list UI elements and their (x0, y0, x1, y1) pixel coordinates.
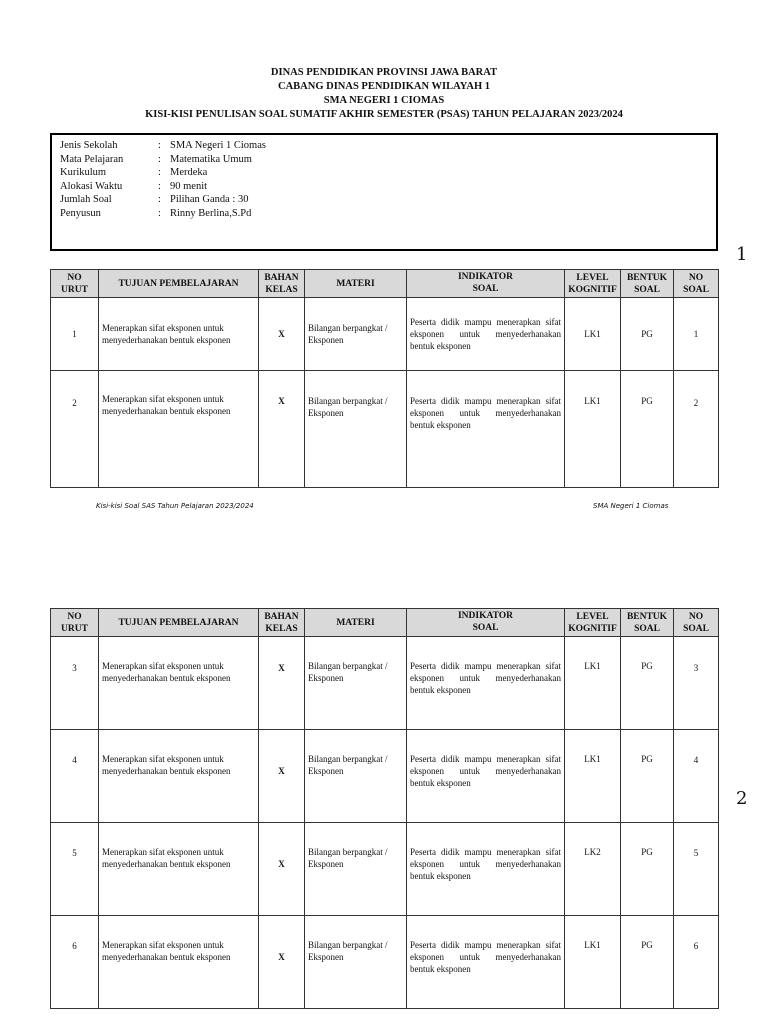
table-row (51, 637, 719, 730)
info-value: Matematika Umum (170, 153, 252, 165)
cell-no-soal: 6 (674, 916, 719, 1009)
footer-left: Kisi-kisi Soal SAS Tahun Pelajaran 2023/2024 (96, 502, 254, 510)
cell-level: LK1 (565, 637, 621, 730)
info-row (60, 207, 708, 221)
cell-bahan-kelas: X (259, 371, 305, 488)
cell-tujuan: Menerapkan sifat eksponen untuk menyederhanakan bentuk eksponen (99, 730, 259, 823)
info-value: 90 menit (170, 180, 208, 192)
table-row (51, 823, 719, 916)
col-header-no-urut: NO URUT (51, 270, 99, 298)
cell-tujuan: Menerapkan sifat eksponen untuk menyederhanakan bentuk eksponen (99, 823, 259, 916)
cell-no-soal: 4 (674, 730, 719, 823)
cell-no-soal: 5 (674, 823, 719, 916)
col-header-tujuan: TUJUAN PEMBELAJARAN (99, 609, 259, 637)
cell-indikator: Peserta didik mampu menerapkan sifat eksponen untuk menyederhanakan bentuk eksponen (407, 298, 565, 371)
footer-right: SMA Negeri 1 Ciomas (593, 502, 669, 510)
cell-bentuk: PG (621, 371, 674, 488)
cell-bahan-kelas: X (259, 823, 305, 916)
cell-bentuk: PG (621, 916, 674, 1009)
col-header-level: LEVEL KOGNITIF (565, 270, 621, 298)
info-separator: : (158, 194, 161, 205)
col-header-no-soal: NO SOAL (674, 609, 719, 637)
cell-bentuk: PG (621, 730, 674, 823)
info-separator: : (158, 207, 161, 219)
cell-no-urut: 1 (51, 298, 99, 371)
cell-no-urut: 6 (51, 916, 99, 1009)
info-box (50, 133, 718, 251)
page-number: 2 (736, 788, 748, 809)
col-header-no-soal: NO SOAL (674, 270, 719, 298)
col-header-indikator: INDIKATOR SOAL (407, 609, 565, 637)
info-separator: : (158, 140, 161, 151)
info-value: Merdeka (170, 167, 208, 178)
cell-materi: Bilangan berpangkat / Eksponen (305, 637, 407, 730)
col-header-tujuan: TUJUAN PEMBELAJARAN (99, 270, 259, 298)
cell-indikator: Peserta didik mampu menerapkan sifat eksponen untuk menyederhanakan bentuk eksponen (407, 823, 565, 916)
info-row (60, 166, 708, 180)
cell-indikator: Peserta didik mampu menerapkan sifat eksponen untuk menyederhanakan bentuk eksponen (407, 916, 565, 1009)
cell-bahan-kelas: X (259, 916, 305, 1009)
cell-materi: Bilangan berpangkat / Eksponen (305, 298, 407, 371)
info-label: Jenis Sekolah (60, 140, 118, 151)
cell-indikator: Peserta didik mampu menerapkan sifat eksponen untuk menyederhanakan bentuk eksponen (407, 730, 565, 823)
col-header-indikator: INDIKATOR SOAL (407, 270, 565, 298)
info-label: Penyusun (60, 207, 101, 219)
col-header-bentuk: BENTUK SOAL (621, 270, 674, 298)
info-value: SMA Negeri 1 Ciomas (170, 140, 266, 151)
header-branch: CABANG DINAS PENDIDIKAN WILAYAH 1 (278, 81, 490, 92)
cell-indikator: Peserta didik mampu menerapkan sifat eksponen untuk menyederhanakan bentuk eksponen (407, 371, 565, 488)
info-separator: : (158, 167, 161, 178)
kisi-kisi-table (50, 608, 719, 1009)
info-separator: : (158, 153, 161, 165)
cell-no-soal: 2 (674, 371, 719, 488)
info-row (60, 153, 708, 167)
cell-no-urut: 2 (51, 371, 99, 488)
header-title: KISI-KISI PENULISAN SOAL SUMATIF AKHIR SEMESTER (PSAS) TAHUN PELAJARAN 2023/2024 (145, 109, 623, 120)
cell-tujuan: Menerapkan sifat eksponen untuk menyederhanakan bentuk eksponen (99, 916, 259, 1009)
col-header-materi: MATERI (305, 270, 407, 298)
cell-bahan-kelas: X (259, 730, 305, 823)
document-header (50, 66, 718, 122)
cell-bahan-kelas: X (259, 298, 305, 371)
col-header-bahan-kelas: BAHAN KELAS (259, 270, 305, 298)
table-row (51, 298, 719, 371)
info-label: Kurikulum (60, 167, 107, 178)
cell-no-soal: 3 (674, 637, 719, 730)
info-label: Jumlah Soal (60, 194, 112, 205)
page-number: 1 (736, 244, 748, 265)
table-row (51, 730, 719, 823)
info-label: Mata Pelajaran (60, 153, 124, 165)
info-row (60, 139, 708, 153)
col-header-materi: MATERI (305, 609, 407, 637)
cell-bentuk: PG (621, 637, 674, 730)
cell-level: LK1 (565, 916, 621, 1009)
cell-indikator: Peserta didik mampu menerapkan sifat eksponen untuk menyederhanakan bentuk eksponen (407, 637, 565, 730)
info-label: Alokasi Waktu (60, 180, 123, 192)
table-header-row (51, 609, 719, 637)
cell-materi: Bilangan berpangkat / Eksponen (305, 823, 407, 916)
kisi-kisi-table (50, 269, 719, 488)
col-header-bahan-kelas: BAHAN KELAS (259, 609, 305, 637)
cell-tujuan: Menerapkan sifat eksponen untuk menyederhanakan bentuk eksponen (99, 371, 259, 488)
header-school: SMA NEGERI 1 CIOMAS (323, 95, 445, 106)
info-separator: : (158, 180, 161, 192)
cell-materi: Bilangan berpangkat / Eksponen (305, 730, 407, 823)
cell-bentuk: PG (621, 298, 674, 371)
info-row (60, 180, 708, 194)
col-header-bentuk: BENTUK SOAL (621, 609, 674, 637)
cell-no-urut: 3 (51, 637, 99, 730)
cell-materi: Bilangan berpangkat / Eksponen (305, 371, 407, 488)
cell-bentuk: PG (621, 823, 674, 916)
cell-level: LK1 (565, 371, 621, 488)
table-row (51, 371, 719, 488)
cell-no-urut: 4 (51, 730, 99, 823)
table-row (51, 916, 719, 1009)
cell-level: LK1 (565, 730, 621, 823)
cell-materi: Bilangan berpangkat / Eksponen (305, 916, 407, 1009)
info-value: Pilihan Ganda : 30 (170, 194, 249, 205)
header-agency: DINAS PENDIDIKAN PROVINSI JAWA BARAT (270, 67, 498, 78)
cell-level: LK2 (565, 823, 621, 916)
col-header-no-urut: NO URUT (51, 609, 99, 637)
cell-tujuan: Menerapkan sifat eksponen untuk menyederhanakan bentuk eksponen (99, 298, 259, 371)
cell-bahan-kelas: X (259, 637, 305, 730)
cell-tujuan: Menerapkan sifat eksponen untuk menyederhanakan bentuk eksponen (99, 637, 259, 730)
col-header-level: LEVEL KOGNITIF (565, 609, 621, 637)
info-value: Rinny Berlina,S.Pd (170, 207, 252, 219)
info-row (60, 193, 708, 207)
cell-no-urut: 5 (51, 823, 99, 916)
table-header-row (51, 270, 719, 298)
cell-level: LK1 (565, 298, 621, 371)
cell-no-soal: 1 (674, 298, 719, 371)
